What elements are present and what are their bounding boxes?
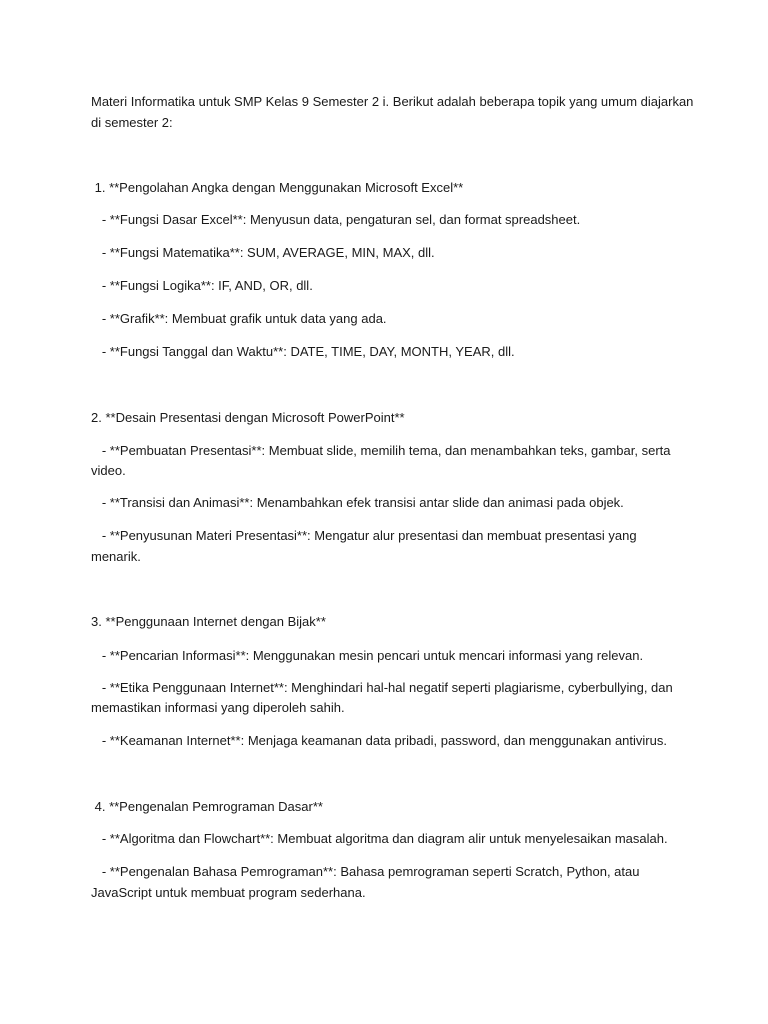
section-heading-internet: 3. **Penggunaan Internet dengan Bijak**	[91, 614, 326, 629]
programming-item-2-cont: JavaScript untuk membuat program sederhana.	[91, 885, 366, 900]
ppt-item-1: - **Pembuatan Presentasi**: Membuat slide, memilih tema, dan menambahkan teks, gambar, serta	[91, 443, 671, 458]
excel-item-5: - **Fungsi Tanggal dan Waktu**: DATE, TIME, DAY, MONTH, YEAR, dll.	[91, 344, 515, 359]
programming-item-1: - **Algoritma dan Flowchart**: Membuat algoritma dan diagram alir untuk menyelesaikan masalah.	[91, 831, 668, 846]
section-heading-programming: 4. **Pengenalan Pemrograman Dasar**	[91, 799, 323, 814]
section-heading-excel: 1. **Pengolahan Angka dengan Menggunakan Microsoft Excel**	[91, 180, 464, 195]
excel-item-3: - **Fungsi Logika**: IF, AND, OR, dll.	[91, 278, 313, 293]
section-heading-ppt: 2. **Desain Presentasi dengan Microsoft PowerPoint**	[91, 410, 405, 425]
programming-item-2: - **Pengenalan Bahasa Pemrograman**: Bahasa pemrograman seperti Scratch, Python, atau	[91, 864, 640, 879]
internet-item-1: - **Pencarian Informasi**: Menggunakan mesin pencari untuk mencari informasi yang relevan.	[91, 648, 644, 663]
internet-item-2-cont: memastikan informasi yang diperoleh sahih.	[91, 700, 345, 715]
excel-item-4: - **Grafik**: Membuat grafik untuk data yang ada.	[91, 311, 387, 326]
excel-item-1: - **Fungsi Dasar Excel**: Menyusun data, pengaturan sel, dan format spreadsheet.	[91, 212, 581, 227]
intro-line-2: di semester 2:	[91, 115, 173, 130]
ppt-item-2: - **Transisi dan Animasi**: Menambahkan efek transisi antar slide dan animasi pada objek.	[91, 495, 624, 510]
internet-item-3: - **Keamanan Internet**: Menjaga keamanan data pribadi, password, dan menggunakan antivirus.	[91, 733, 667, 748]
ppt-item-3-cont: menarik.	[91, 549, 141, 564]
ppt-item-3: - **Penyusunan Materi Presentasi**: Mengatur alur presentasi dan membuat presentasi yang	[91, 528, 637, 543]
intro-line-1: Materi Informatika untuk SMP Kelas 9 Semester 2 i. Berikut adalah beberapa topik yang umum diajarkan	[91, 94, 694, 109]
excel-item-2: - **Fungsi Matematika**: SUM, AVERAGE, MIN, MAX, dll.	[91, 245, 435, 260]
ppt-item-1-cont: video.	[91, 463, 126, 478]
internet-item-2: - **Etika Penggunaan Internet**: Menghindari hal-hal negatif seperti plagiarisme, cyberbullying, dan	[91, 680, 673, 695]
